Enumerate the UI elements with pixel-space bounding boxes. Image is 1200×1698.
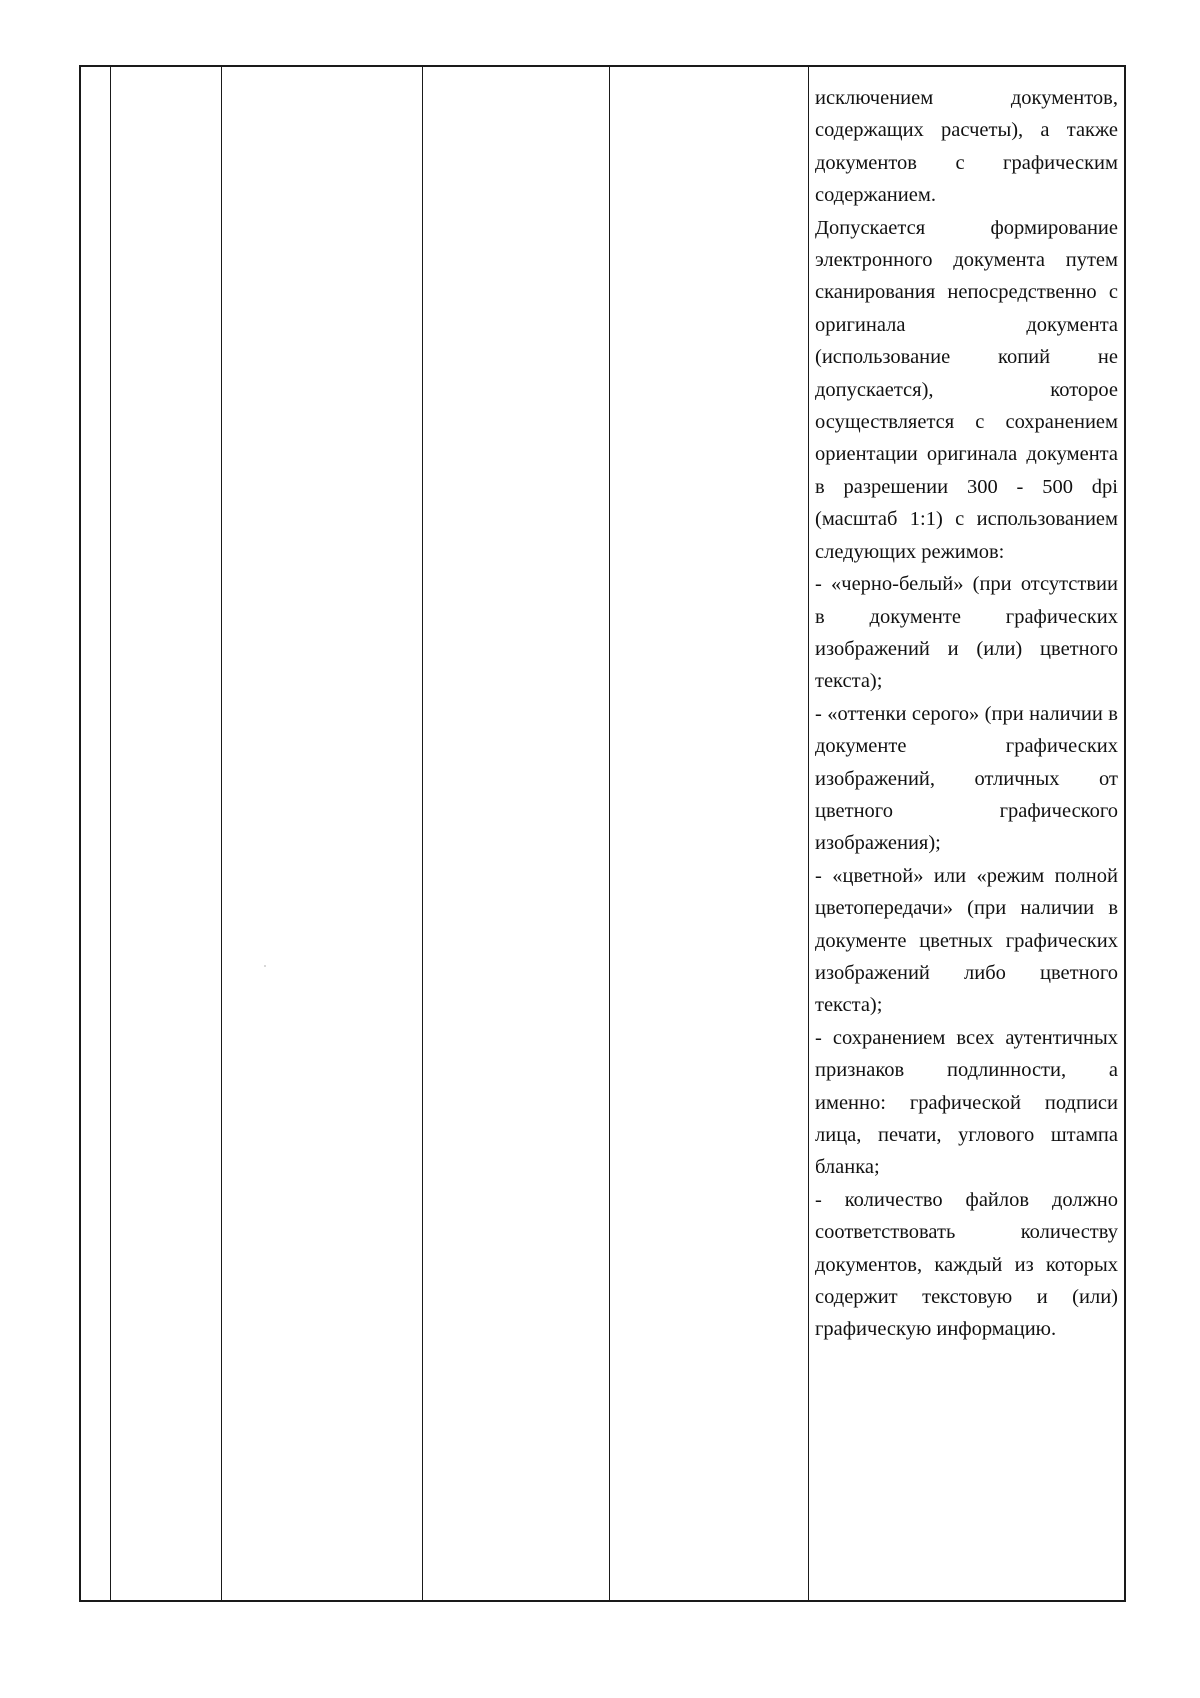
paragraph-6: - сохранением всех аутентичных признаков подлинности, а именно: графической подписи лица, печати, углового штампа бланка; [815,1026,1118,1179]
paragraph-3: - «черно-белый» (при отсутствии в документе графических изображений и (или) цветного текста); [815,573,1118,693]
paragraph-7: - количество файлов должно соответствовать количеству документов, каждый из которых содержит текстовую и (или) графическую информацию. [815,1188,1118,1341]
paragraph-1: исключением документов, содержащих расчеты), а также документов с графическим содержанием. [815,87,1118,207]
column-divider-5 [808,67,809,1600]
column-divider-3 [422,67,423,1600]
column-divider-4 [609,67,610,1600]
paragraph-5: - «цветной» или «режим полной цветопередачи» (при наличии в документе цветных графических изображений либо цветного текста); [815,864,1118,1017]
paragraph-4: - «оттенки серого» (при наличии в документе графических изображений, отличных от цветного графического изображения); [815,702,1118,855]
table-cell-requirements [815,82,1118,1346]
scan-speck [264,965,266,967]
column-divider-2 [221,67,222,1600]
column-divider-1 [110,67,111,1600]
table-frame [79,65,1126,1602]
paragraph-2: Допускается формирование электронного документа путем сканирования непосредственно с оригинала документа (использование копий не допускается), которое осуществляется с сохранением ориентации оригинала документа в разрешении 300 - 500 dpi (масштаб 1:1) с использованием следующих режимов: [815,216,1118,563]
